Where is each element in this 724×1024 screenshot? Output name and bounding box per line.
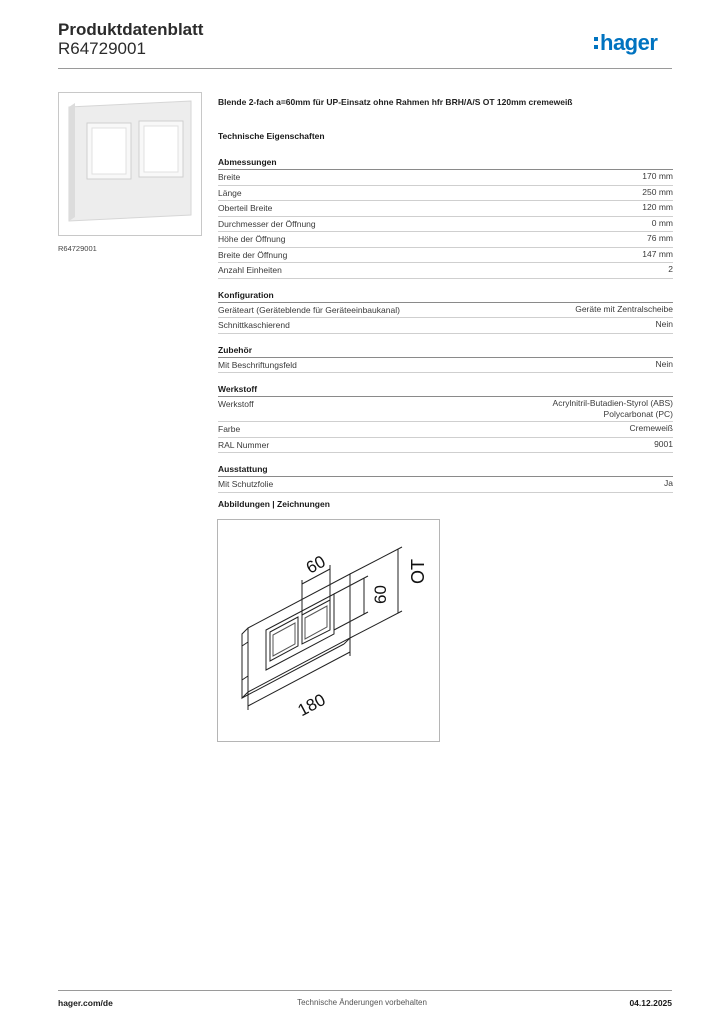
spec-value	[642, 171, 673, 182]
spec-row	[218, 248, 673, 264]
drawing-plate	[248, 574, 350, 692]
product-image	[58, 92, 202, 236]
spec-value	[642, 187, 673, 198]
spec-value	[664, 478, 673, 489]
spec-value-line: 0 mm	[651, 217, 673, 228]
spec-value-line: Nein	[655, 358, 673, 369]
dimension-label-60-side: 60	[371, 585, 390, 604]
drawing-svg	[218, 520, 439, 741]
specs-table	[218, 155, 673, 502]
spec-value-line: Cremeweiß	[629, 423, 673, 433]
spec-value	[652, 218, 673, 229]
spec-value-line: 76 mm	[647, 233, 673, 243]
spec-value	[656, 319, 673, 330]
spec-value	[656, 359, 673, 370]
logo-dot-top	[594, 37, 598, 41]
spec-label: Anzahl Einheiten	[218, 265, 282, 275]
spec-section-title: Zubehör	[218, 343, 673, 358]
spec-label: Geräteart (Geräteblende für Geräteeinbaukanal)	[218, 304, 400, 315]
spec-row	[218, 263, 673, 279]
spec-label: Oberteil Breite	[218, 203, 273, 213]
spec-section-title: Abmessungen	[218, 155, 673, 170]
spec-section-title: Ausstattung	[218, 462, 673, 477]
spec-section-title: Werkstoff	[218, 382, 673, 397]
spec-section	[218, 462, 673, 493]
spec-value-line: Ja	[664, 478, 673, 488]
spec-row	[218, 318, 673, 334]
spec-row	[218, 303, 673, 319]
spec-label: Mit Schutzfolie	[218, 479, 274, 489]
spec-value-line: Polycarbonat (PC)	[603, 409, 673, 419]
spec-row	[218, 232, 673, 248]
spec-section	[218, 155, 673, 279]
footer-website-link[interactable]: hager.com/de	[58, 998, 113, 1008]
spec-label: Mit Beschriftungsfeld	[218, 359, 297, 370]
spec-row	[218, 358, 673, 374]
spec-label: Schnittkaschierend	[218, 320, 290, 330]
technical-drawing	[217, 519, 440, 742]
spec-section	[218, 288, 673, 334]
spec-value-line: 250 mm	[642, 186, 673, 197]
spec-value-line: 9001	[654, 438, 673, 449]
spec-row	[218, 397, 673, 422]
footer-disclaimer: Technische Änderungen vorbehalten	[297, 998, 427, 1007]
dimension-line-180	[248, 652, 350, 706]
product-description: Blende 2-fach a=60mm für UP-Einsatz ohne Rahmen hfr BRH/A/S OT 120mm cremeweiß	[218, 97, 573, 107]
spec-row	[218, 201, 673, 217]
spec-value	[642, 249, 673, 260]
spec-row	[218, 477, 673, 493]
dimension-label-ot: OT	[408, 559, 428, 584]
spec-label: Farbe	[218, 424, 241, 434]
spec-value-line: 2	[668, 264, 673, 274]
spec-value	[630, 423, 673, 434]
spec-label: Breite	[218, 172, 241, 182]
spec-section	[218, 343, 673, 374]
page-title: Produktdatenblatt	[58, 20, 204, 39]
spec-label: Breite der Öffnung	[218, 249, 288, 260]
spec-value	[575, 304, 673, 315]
product-number: R64729001	[58, 39, 146, 58]
spec-value-line: 147 mm	[642, 248, 673, 259]
spec-value-line: Geräte mit Zentralscheibe	[575, 303, 673, 314]
spec-section-title: Konfiguration	[218, 288, 673, 303]
spec-value	[642, 202, 673, 213]
hager-logo	[594, 28, 674, 58]
spec-value-line: Nein	[655, 319, 673, 329]
spec-section	[218, 382, 673, 453]
spec-value-line: 120 mm	[642, 202, 673, 212]
dimension-label-60-top: 60	[302, 551, 329, 578]
spec-row	[218, 186, 673, 202]
logo-text: hager	[600, 30, 658, 55]
spec-row	[218, 170, 673, 186]
product-image-caption: R64729001	[58, 244, 97, 253]
spec-value	[668, 264, 673, 275]
figures-heading: Abbildungen | Zeichnungen	[218, 499, 330, 509]
spec-value-line: Acrylnitril-Butadien-Styrol (ABS)	[552, 398, 673, 408]
specs-heading: Technische Eigenschaften	[218, 131, 325, 141]
spec-value	[654, 439, 673, 450]
spec-row	[218, 422, 673, 438]
spec-label: Länge	[218, 187, 242, 198]
dimension-label-180: 180	[294, 690, 329, 721]
spec-label: RAL Nummer	[218, 439, 270, 450]
product-photo	[59, 93, 201, 235]
logo-dot-bottom	[594, 45, 598, 49]
spec-value	[647, 233, 673, 244]
spec-value-line: 170 mm	[642, 171, 673, 181]
footer-date: 04.12.2025	[629, 998, 672, 1008]
footer-divider	[58, 990, 672, 991]
spec-value	[553, 398, 673, 420]
spec-row	[218, 217, 673, 233]
spec-row	[218, 438, 673, 454]
header-divider	[58, 68, 672, 69]
spec-label: Durchmesser der Öffnung	[218, 218, 316, 229]
spec-label: Höhe der Öffnung	[218, 234, 286, 244]
spec-label: Werkstoff	[218, 399, 254, 409]
